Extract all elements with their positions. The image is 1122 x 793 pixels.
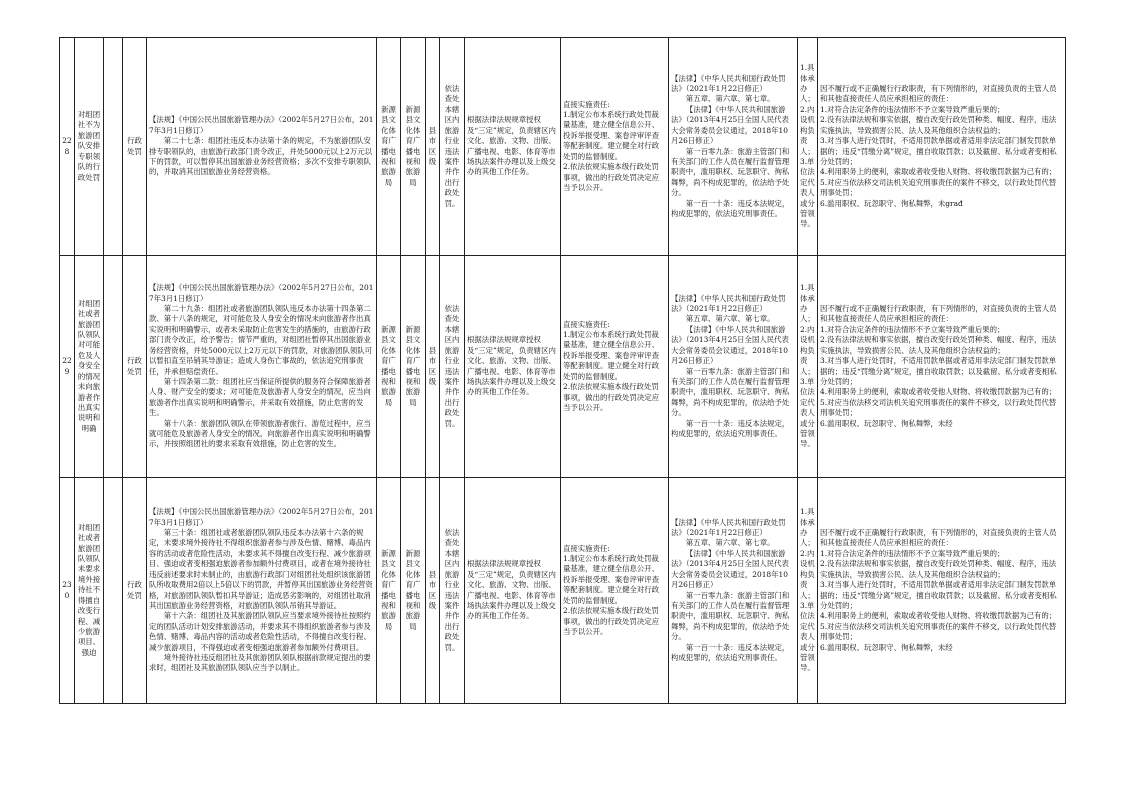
legal-basis: [147, 256, 377, 478]
accountability-law-paragraph: 【法律】《中华人民共和国行政处罚法》（2021年1月22日修正）: [671, 293, 786, 314]
table-body: [60, 38, 1066, 704]
item-type: [123, 478, 147, 704]
implementation-scope-text: 依法查处本辖区内旅游行业违法案件并作出行政处罚。: [444, 528, 460, 652]
implementation-method: [561, 256, 669, 478]
legal-basis-paragraph: 【法规】《中国公民出国旅游管理办法》（2002年5月27日公布，2017年3月1日修订）: [149, 115, 374, 135]
row-number-text: 228: [62, 136, 72, 156]
implementation-scope-text: 依法查处本辖区内旅游行业违法案件并作出行政处罚。: [444, 304, 460, 428]
duty-description: [465, 256, 561, 478]
implementing-department-text: 新源县文化体育广播电视和旅游局: [381, 548, 396, 631]
accountability-circumstances-paragraph: 1.对符合法定条件的违法情形不予立案导致严重后果的；: [820, 548, 1005, 558]
accountability-circumstances-paragraph: 6.滥用职权、玩忽职守、徇私舞弊，未građ: [820, 198, 963, 208]
administrative-level: [426, 478, 440, 704]
implementation-scope: [440, 478, 465, 704]
item-type-text: 行政处罚: [127, 580, 142, 600]
implementation-method: [561, 478, 669, 704]
implementation-scope: [440, 256, 465, 478]
accountability-law-paragraph: 【法律】《中华人民共和国行政处罚法》（2021年1月22日修正）: [671, 517, 786, 538]
duty-description-text: 根据法律法规规章授权及“三定”规定，负责辖区内文化、旅游、文物、出版、广播电视、电影、体育等市场执法案件办理以及上级交办的其他工作任务。: [467, 335, 556, 397]
implementing-department: [377, 478, 401, 704]
item-type-text: 行政处罚: [127, 356, 142, 376]
accountability-circumstances-paragraph: 3.对当事人进行处罚时，不适用罚款单据或者适用非法定部门制发罚款单据的；违反“罚缴分离”规定，擅自收取罚款；以及截留、私分或者变相私分处罚的；: [820, 136, 1057, 166]
accountability-law-paragraph: 第一百一十条：违反本法规定，构成犯罪的，依法追究刑事责任。: [671, 198, 790, 218]
implementation-scope: [440, 38, 465, 256]
implementation-scope-text: 依法查处本辖区内旅游行业违法案件并作出行政处罚。: [444, 84, 460, 208]
accountability-circumstances-paragraph: 4.利用职务上的便利，索取或者收受他人财物、将收缴罚款据为己有的；: [820, 167, 1057, 177]
implementing-department: [377, 256, 401, 478]
item-name: [75, 478, 104, 704]
accountability-law-paragraph: 【法律】《中华人民共和国行政处罚法》（2021年1月22日修正）: [671, 73, 786, 94]
row-number: [60, 256, 75, 478]
blank-cell: [104, 256, 123, 478]
legal-basis-paragraph: 【法规】《中国公民出国旅游管理办法》（2002年5月27日公布，2017年3月1日修订）: [149, 507, 374, 527]
item-type: [123, 256, 147, 478]
duty-description: [465, 478, 561, 704]
legal-basis-paragraph: 第十六条：组团社及其旅游团队领队应当要求境外接待社按照约定的团队活动计划安排旅游活动，并要求其不得组织旅游者参与涉及色情、赌博、毒品内容的活动或者危险性活动，不得擅自改变行程、减少旅游项目，不得强迫或者变相强迫旅游者参加额外付费项目。: [149, 611, 371, 652]
accountability-law-paragraph: 第一百零九条：旅游主管部门和有关部门的工作人员在履行监督管理职责中，滥用职权、玩忽职守、徇私舞弊，尚不构成犯罪的，依法给予处分。: [671, 366, 790, 418]
accountability-law-paragraph: 第五章、第六章、第七章。: [685, 314, 775, 324]
implementing-department-text: 新源县文化体育广播电视和旅游局: [381, 324, 396, 407]
table-row: [60, 38, 1066, 256]
row-number: [60, 38, 75, 256]
accountability-circumstances: [818, 478, 1066, 704]
legal-basis-paragraph: 第十八条：旅游团队领队在带领旅游者旅行、游览过程中，应当就可能危及旅游者人身安全的情况，向旅游者作出真实说明和明确警示，并按照组团社的要求采取有效措施，防止危害的发生。: [149, 418, 371, 449]
accountability-law-paragraph: 【法律】《中华人民共和国旅游法》（2013年4月25日全国人民代表大会常务委员会议通过，2018年10月26日修正）: [671, 324, 789, 366]
accountability-circumstances-paragraph: 5.对应当依法移交司法机关追究刑事责任的案件不移交，以行政处罚代替刑事处罚；: [820, 621, 1057, 642]
accountability-law-paragraph: 【法律】《中华人民共和国旅游法》（2013年4月25日全国人民代表大会常务委员会议通过，2018年10月26日修正）: [671, 104, 789, 146]
accountability-law-paragraph: 第一百零九条：旅游主管部门和有关部门的工作人员在履行监督管理职责中，滥用职权、玩忽职守、徇私舞弊，尚不构成犯罪的，依法给予处分。: [671, 146, 790, 198]
accountability-circumstances-paragraph: 6.滥用职权、玩忽职守、徇私舞弊，未经: [820, 418, 953, 428]
implementing-department-text: 新源县文化体育广播电视和旅游局: [381, 104, 396, 187]
accountability-circumstances-paragraph: 4.利用职务上的便利，索取或者收受他人财物、将收缴罚款据为己有的；: [820, 611, 1057, 621]
implementation-method-paragraph: 1.制定公布本系统行政处罚裁量基准，建立健全信息公开、投诉举报受理、案卷评审评查等配套制度。建立健全对行政处罚的监督制度。: [563, 554, 660, 605]
administrative-level-text: 县市区级: [428, 345, 437, 386]
implementation-method-paragraph: 直接实施责任:: [563, 543, 610, 553]
accountability-law-paragraph: 第五章、第六章、第七章。: [685, 94, 775, 104]
responsible-subject-text: 1.具体承办人；2.内设机构负责人；3.单位法定代表人或分管领导。: [800, 507, 815, 673]
duty-description-text: 根据法律法规规章授权及“三定”规定，负责辖区内文化、旅游、文物、出版、广播电视、电影、体育等市场执法案件办理以及上级交办的其他工作任务。: [467, 559, 556, 621]
legal-basis-paragraph: 第三十条：组团社或者旅游团队领队违反本办法第十六条的规定，未要求境外接待社不得组织旅游者参与涉及色情、赌博、毒品内容的活动或者危险性活动，未要求其不得擅自改变行程、减少旅游项目、强迫或者变相强迫旅游者参加额外付费项目，或者在境外接待社违反前述要求时未制止的，由旅游行政部门对组团社处组织该旅游团队所收取费用2倍以上5倍以下的罚款，并暂停其出国旅游业务经营资格，对旅游团队领队暂扣其导游证；造成恶劣影响的，对组团社取消其出国旅游业务经营资格，对旅游团队领队吊销其导游证。: [149, 528, 373, 610]
responsible-department-text: 新源县文化体育广播电视和旅游局: [405, 548, 421, 631]
implementation-method-paragraph: 2.依法依规实施本级行政处罚事项，做出的行政处罚决定应当予以公开。: [563, 606, 660, 636]
accountability-circumstances-paragraph: 2.没有法律法规和事实依据，擅自改变行政处罚种类、幅度、程序，违法实施执法，导致损害公民、法人及其他组织合法权益的；: [820, 335, 1057, 355]
accountability-law-paragraph: 第五章、第六章、第七章。: [685, 538, 775, 548]
implementation-method: [561, 38, 669, 256]
accountability-law: [669, 256, 798, 478]
accountability-circumstances-paragraph: 2.没有法律法规和事实依据，擅自改变行政处罚种类、幅度、程序，违法实施执法，导致损害公民、法人及其他组织合法权益的；: [820, 115, 1057, 135]
administrative-level: [426, 38, 440, 256]
legal-basis: [147, 38, 377, 256]
implementation-method-paragraph: 直接实施责任:: [563, 319, 610, 329]
legal-basis-paragraph: 【法规】《中国公民出国旅游管理办法》（2002年5月27日公布，2017年3月1日修订）: [149, 283, 374, 303]
accountability-circumstances-paragraph: 3.对当事人进行处罚时，不适用罚款单据或者适用非法定部门制发罚款单据的；违反“罚缴分离”规定，擅自收取罚款；以及截留、私分或者变相私分处罚的；: [820, 580, 1057, 610]
implementation-method-paragraph: 直接实施责任:: [563, 99, 610, 109]
accountability-law-paragraph: 第一百零九条：旅游主管部门和有关部门的工作人员在履行监督管理职责中，滥用职权、玩忽职守、徇私舞弊，尚不构成犯罪的，依法给予处分。: [671, 590, 790, 642]
item-type: [123, 38, 147, 256]
accountability-circumstances-paragraph: 1.对符合法定条件的违法情形不予立案导致严重后果的；: [820, 324, 1005, 334]
accountability-circumstances-paragraph: 3.对当事人进行处罚时，不适用罚款单据或者适用非法定部门制发罚款单据的；违反“罚缴分离”规定，擅自收取罚款；以及截留、私分或者变相私分处罚的；: [820, 356, 1057, 386]
responsible-subject: [798, 38, 818, 256]
accountability-circumstances-paragraph: 因不履行或不正确履行行政职责，有下列情形的，对直接负责的主管人员和其他直接责任人员应承担相应的责任：: [820, 304, 1057, 324]
legal-basis-paragraph: 第二十九条：组团社或者旅游团队领队违反本办法第十四条第二款、第十八条的规定，对可能危及人身安全的情况未向旅游者作出真实说明和明确警示，或者未采取防止危害发生的措施的，由旅游行政部门责令改正，给予警告；情节严重的，对组团社暂停其出国旅游业务经营资格，并处5000元以上2万元以下的罚款，对旅游团队领队可以暂扣直至吊销其导游证；造成人身伤亡事故的，依法追究刑事责任，并承担赔偿责任。: [149, 304, 373, 376]
responsible-department-text: 新源县文化体育广播电视和旅游局: [405, 104, 421, 187]
responsible-department-text: 新源县文化体育广播电视和旅游局: [405, 324, 421, 407]
responsible-subject-text: 1.具体承办人；2.内设机构负责人；3.单位法定代表人或分管领导。: [800, 63, 815, 229]
implementation-method-paragraph: 2.依法依规实施本级行政处罚事项，做出的行政处罚决定应当予以公开。: [563, 162, 660, 192]
accountability-circumstances-paragraph: 2.没有法律法规和事实依据，擅自改变行政处罚种类、幅度、程序，违法实施执法，导致损害公民、法人及其他组织合法权益的；: [820, 559, 1057, 579]
accountability-circumstances: [818, 256, 1066, 478]
administrative-level-text: 县市区级: [428, 125, 437, 166]
accountability-law-paragraph: 第一百一十条：违反本法规定，构成犯罪的，依法追究刑事责任。: [671, 418, 790, 438]
item-name: [75, 256, 104, 478]
administrative-level-text: 县市区级: [428, 569, 437, 610]
responsible-subject-text: 1.具体承办人；2.内设机构负责人；3.单位法定代表人或分管领导。: [800, 283, 815, 449]
responsible-department: [401, 38, 426, 256]
duty-description-text: 根据法律法规规章授权及“三定”规定，负责辖区内文化、旅游、文物、出版、广播电视、电影、体育等市场执法案件办理以及上级交办的其他工作任务。: [467, 115, 556, 177]
responsible-subject: [798, 256, 818, 478]
responsible-department: [401, 478, 426, 704]
blank-cell: [104, 38, 123, 256]
accountability-circumstances-paragraph: 4.利用职务上的便利，索取或者收受他人财物、将收缴罚款据为己有的；: [820, 387, 1057, 397]
legal-basis-paragraph: 境外接待社违反组团社及其旅游团队领队根据前款规定提出的要求时，组团社及其旅游团队领队应当予以制止。: [149, 652, 371, 673]
document-sheet: [59, 37, 1066, 704]
accountability-law: [669, 38, 798, 256]
item-name-text: 对组团社不为旅游团队安排专职领队的行政处罚: [77, 110, 101, 182]
administrative-level: [426, 256, 440, 478]
implementing-department: [377, 38, 401, 256]
accountability-circumstances-paragraph: 5.对应当依法移交司法机关追究刑事责任的案件不移交，以行政处罚代替刑事处罚；: [820, 177, 1057, 198]
implementation-method-paragraph: 1.制定公布本系统行政处罚裁量基准，建立健全信息公开、投诉举报受理、案卷评审评查等配套制度。建立健全对行政处罚的监督制度。: [563, 110, 660, 161]
legal-basis: [147, 478, 377, 704]
accountability-law-paragraph: 【法律】《中华人民共和国旅游法》（2013年4月25日全国人民代表大会常务委员会议通过，2018年10月26日修正）: [671, 548, 789, 590]
accountability-law-paragraph: 第一百一十条：违反本法规定，构成犯罪的，依法追究刑事责任。: [671, 642, 790, 662]
duty-description: [465, 38, 561, 256]
legal-basis-paragraph: 第二十七条：组团社违反本办法第十条的规定，不为旅游团队安排专职领队的，由旅游行政部门责令改正，并处5000元以上2万元以下的罚款，可以暂停其出国旅游业务经营资格；多次不安排专职领队的，并取消其出国旅游业务经营资格。: [149, 136, 373, 177]
implementation-method-paragraph: 1.制定公布本系统行政处罚裁量基准，建立健全信息公开、投诉举报受理、案卷评审评查等配套制度。建立健全对行政处罚的监督制度。: [563, 330, 660, 381]
accountability-circumstances-paragraph: 5.对应当依法移交司法机关追究刑事责任的案件不移交，以行政处罚代替刑事处罚；: [820, 397, 1057, 418]
responsible-subject: [798, 478, 818, 704]
row-number-text: 230: [62, 580, 72, 600]
row-number-text: 229: [62, 356, 72, 376]
accountability-circumstances-paragraph: 因不履行或不正确履行行政职责，有下列情形的，对直接负责的主管人员和其他直接责任人员应承担相应的责任：: [820, 528, 1057, 548]
row-number: [60, 478, 75, 704]
accountability-law: [669, 478, 798, 704]
table-row: [60, 478, 1066, 704]
item-name-text: 对组团社或者旅游团队领队未要求境外接待社不得擅自改变行程、减少旅游项目、强迫: [77, 522, 101, 657]
accountability-circumstances-paragraph: 6.滥用职权、玩忽职守、徇私舞弊，未经: [820, 642, 953, 652]
legal-basis-paragraph: 第十四条第二款：组团社应当保证所提供的服务符合保障旅游者人身、财产安全的要求；对可能危及旅游者人身安全的情况，应当向旅游者作出真实说明和明确警示，并采取有效措施，防止危害的发生。: [149, 376, 371, 418]
table-row: [60, 256, 1066, 478]
accountability-circumstances: [818, 38, 1066, 256]
implementation-method-paragraph: 2.依法依规实施本级行政处罚事项，做出的行政处罚决定应当予以公开。: [563, 382, 660, 412]
responsibility-table: [59, 37, 1066, 704]
item-name: [75, 38, 104, 256]
item-name-text: 对组团社或者旅游团队领队对可能危及人身安全的情况未向旅游者作出真实说明和明确: [77, 298, 101, 433]
item-type-text: 行政处罚: [127, 136, 142, 156]
responsible-department: [401, 256, 426, 478]
accountability-circumstances-paragraph: 1.对符合法定条件的违法情形不予立案导致严重后果的；: [820, 104, 1005, 114]
blank-cell: [104, 478, 123, 704]
accountability-circumstances-paragraph: 因不履行或不正确履行行政职责，有下列情形的，对直接负责的主管人员和其他直接责任人员应承担相应的责任：: [820, 84, 1057, 104]
